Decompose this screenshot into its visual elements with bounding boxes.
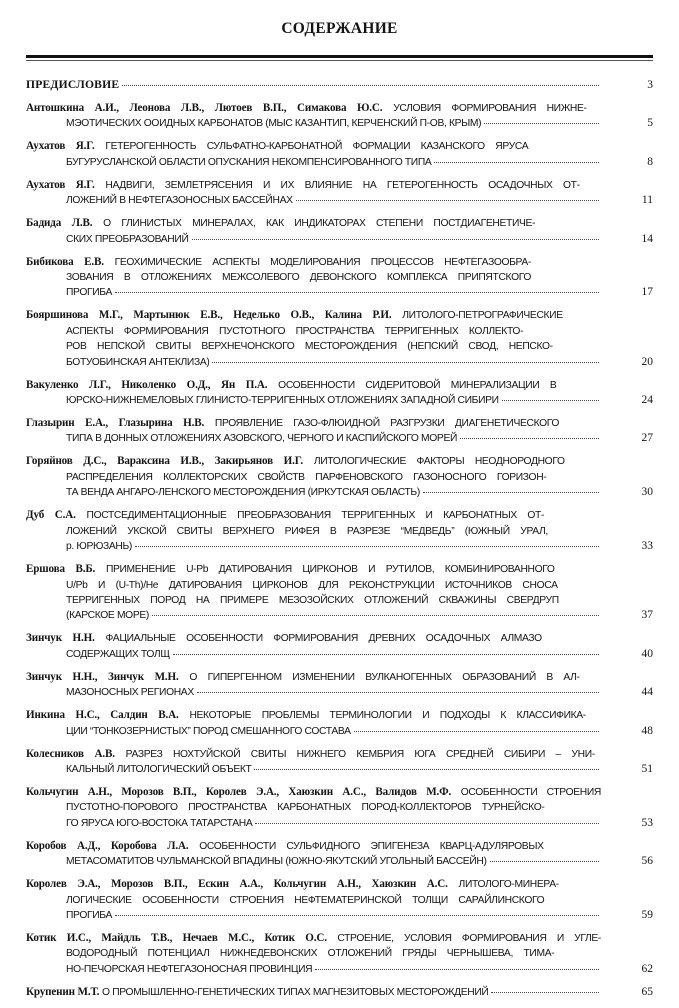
entry-title-line: СТРОЕНИЕ, УСЛОВИЯ ФОРМИРОВАНИЯ И УГЛЕ- [337, 932, 601, 944]
page-number: 5 [647, 117, 653, 130]
entry-title-line: УСЛОВИЯ ФОРМИРОВАНИЯ НИЖНЕ- [393, 103, 587, 114]
toc-entry-line [26, 193, 601, 208]
entry-title-line: НО-ПЕЧОРСКАЯ НЕФТЕГАЗОНОСНАЯ ПРОВИНЦИЯ [66, 963, 313, 975]
toc-entry-line-text [26, 178, 580, 193]
toc-entry-line [26, 785, 601, 800]
toc-entry-line-text [26, 508, 544, 523]
toc-entry-line-text [26, 562, 555, 577]
toc-entry-line-text [66, 908, 112, 923]
entry-title-line: О ГИПЕРГЕННОМ ИЗМЕНЕНИИ ВУЛКАНОГЕННЫХ ОБРАЗОВАНИЙ В АЛ- [189, 671, 580, 683]
toc-entry-line-text [66, 724, 351, 739]
entry-authors: Дуб С.А. [26, 509, 76, 522]
toc-entry-line [26, 608, 601, 623]
entry-title-line: КАЛЬНЫЙ ЛИТОЛОГИЧЕСКИЙ ОБЪЕКТ [66, 763, 252, 775]
toc-entry-line [26, 508, 601, 523]
toc-entry-line [26, 178, 601, 193]
toc-entry[interactable] [26, 454, 653, 500]
header-rule-thin [26, 60, 653, 61]
toc-entry-line-text [66, 524, 548, 539]
entry-title-line: ПРОГИБА [66, 287, 112, 299]
toc-entry-line [26, 378, 601, 393]
entry-title-line: ГЕТЕРОГЕННОСТЬ СУЛЬФАТНО-КАРБОНАТНОЙ ФОРМАЦИИ КАЗАНСКОГО ЯРУСА [105, 141, 529, 153]
entry-title-line: ОСОБЕННОСТИ СТРОЕНИЯ [460, 786, 601, 798]
entry-title-line: U/Pb И (U-Th)/He ДАТИРОВАНИЯ ЦИРКОНОВ ДЛЯ РЕКОНСТРУКЦИИ ИСТОЧНИКОВ СНОСА [66, 579, 558, 591]
page-number: 27 [641, 432, 653, 445]
entry-title-line: ПУСТОТНО-ПОРОВОГО ПРОСТРАНСТВА КАРБОНАТНЫХ ПОРОД-КОЛЛЕКТОРОВ ТУРНЕЙСКО- [66, 802, 545, 814]
dot-leader [354, 730, 599, 732]
entry-title-line: ЛОЖЕНИЙ УКСКОЙ СВИТЫ ВЕРХНЕГО РИФЕЯ В РАЗРЕЗЕ “МЕДВЕДЬ” (ЮЖНЫЙ УРАЛ, [66, 525, 548, 537]
page-number: 56 [641, 855, 653, 868]
toc-entry-line-text [26, 931, 601, 946]
entry-title-line: ЛИТОЛОГО-ПЕТРОГРАФИЧЕСКИЕ [402, 310, 563, 322]
dot-leader [212, 361, 599, 363]
toc-entry-line-text [66, 647, 170, 662]
entry-title-line: ЛОЖЕНИЙ В НЕФТЕГАЗОНОСНЫХ БАССЕЙНАХ [66, 195, 293, 207]
toc-entry-line [26, 285, 601, 300]
entry-title-line: ПРОГИБА [66, 909, 112, 921]
dot-leader [484, 122, 599, 124]
toc-entry-line [26, 431, 601, 446]
entry-title-line: ПРОЯВЛЕНИЕ ГАЗО-ФЛЮИДНОЙ РАЗГРУЗКИ ДИАГЕНЕТИЧЕСКОГО [214, 418, 560, 430]
toc-entry-line [26, 308, 601, 323]
entry-title-line: МЕТАСОМАТИТОВ ЧУЛЬМАНСКОЙ ВПАДИНЫ (ЮЖНО-ЯКУТСКИЙ УГОЛЬНЫЙ БАССЕЙН) [66, 856, 487, 868]
entry-authors: Зинчук Н.Н., Зинчук М.Н. [26, 670, 179, 683]
dot-leader [115, 914, 599, 916]
toc-entry-line-text [26, 308, 563, 323]
toc-entry-line [26, 762, 601, 777]
toc-entry[interactable] [26, 416, 653, 447]
toc-entry-line-text [66, 800, 544, 815]
entry-title-line: ЛИТОЛОГО-МИНЕРА- [458, 879, 559, 891]
page-number: 59 [641, 908, 653, 921]
toc-entry-body [26, 670, 601, 701]
toc-entry[interactable] [26, 785, 653, 831]
entry-authors: Бадида Л.В. [26, 217, 93, 230]
toc-entry-line [26, 908, 601, 923]
entry-title-line: АСПЕКТЫ ФОРМИРОВАНИЯ ПУСТОТНОГО ПРОСТРАНСТВА ТЕРРИГЕННЫХ КОЛЛЕКТО- [66, 325, 524, 337]
toc-entry-line-text [66, 270, 531, 285]
page-number: 51 [641, 762, 653, 775]
toc-entry-line [26, 724, 601, 739]
toc-entry-body [26, 747, 601, 778]
page-number: 33 [641, 540, 653, 553]
toc-entry-line [26, 416, 601, 431]
toc-entry-body [26, 931, 601, 977]
toc-entry-line [26, 747, 601, 762]
toc-entry-body [26, 708, 601, 739]
dot-leader [491, 991, 599, 993]
dot-leader [254, 768, 599, 770]
toc-entry[interactable] [26, 101, 653, 132]
toc-entry-line [26, 685, 601, 700]
entry-title-line: ТЕРРИГЕННЫХ ПОРОД НА ПРИМЕРЕ МЕЗОЗОЙСКИХ ОТЛОЖЕНИЙ СКВАЖИНЫ СВЕРДРУП [66, 594, 559, 606]
dot-leader [192, 238, 600, 240]
toc-entry[interactable] [26, 670, 653, 701]
toc-entry-line-text [26, 101, 587, 116]
page-number: 37 [641, 609, 653, 622]
toc-entry-line-text [66, 393, 499, 408]
toc-entry-line-text [66, 193, 293, 208]
toc-entry-body [26, 416, 601, 447]
toc-entry-body [26, 139, 601, 170]
toc-entry-line-text [26, 77, 119, 93]
entry-title-line: ЗОВАНИЯ В ОТЛОЖЕНИЯХ МЕЖСОЛЕВОГО ДЕВОНСКОГО КОМПЛЕКСА ПРИПЯТСКОГО [66, 272, 532, 284]
toc-entry-line-text [26, 839, 544, 854]
toc-entry-line [26, 931, 601, 946]
page-number: 40 [641, 647, 653, 660]
toc-entry-line [26, 139, 601, 154]
toc-entry-line-text [66, 962, 312, 977]
entry-authors: Бояршинова М.Г., Мартынюк Е.В., Неделько О.В., Калина Р.И. [26, 309, 392, 322]
entry-authors: Аухатов Я.Г. [26, 140, 95, 153]
toc-entry-line [26, 877, 601, 892]
toc-entry-line-text [66, 470, 546, 485]
page-number: 65 [641, 985, 653, 998]
toc-entry[interactable] [26, 378, 653, 409]
toc-entry-body [26, 308, 601, 370]
dot-leader [315, 968, 599, 970]
entry-title-line: ГЕОХИМИЧЕСКИЕ АСПЕКТЫ МОДЕЛИРОВАНИЯ ПРОЦЕССОВ НЕФТЕГАЗООБРА- [114, 256, 531, 268]
toc-entry-line [26, 270, 601, 285]
entry-title-line: РАСПРЕДЕЛЕНИЯ КОЛЛЕКТОРСКИХ СВОЙСТВ ПАРФЕНОВСКОГО ГАЗОНОСНОГО ГОРИЗОН- [66, 471, 547, 483]
toc-entry[interactable] [26, 216, 653, 247]
header-rule-thick [26, 55, 653, 58]
entry-title-line: БУГУРУСЛАНСКОЙ ОБЛАСТИ ОПУСКАНИЯ НЕКОМПЕНСИРОВАННОГО ТИПА [66, 156, 432, 168]
toc-entry-body [26, 562, 601, 624]
toc-entry-line-text [66, 608, 149, 623]
toc-entry-body [26, 631, 601, 662]
toc-entry-body [26, 877, 601, 923]
entry-title-line: РАЗРЕЗ НОХТУЙСКОЙ СВИТЫ НИЖНЕГО КЕМБРИЯ ЮГА СРЕДНЕЙ СИБИРИ – УНИ- [125, 748, 595, 760]
toc-entry-body [26, 378, 601, 409]
toc-entry-line [26, 77, 601, 93]
entry-title-line: БОТУОБИНСКАЯ АНТЕКЛИЗА) [66, 356, 210, 368]
toc-entry-line [26, 946, 601, 961]
entry-authors: Бибикова Е.В. [26, 255, 104, 268]
toc-entry-line [26, 562, 601, 577]
toc-entry[interactable] [26, 139, 653, 170]
dot-leader [460, 437, 599, 439]
toc-entry-body [26, 178, 601, 209]
entry-authors: Крупенин М.Т. [26, 985, 100, 998]
toc-entry[interactable] [26, 985, 653, 1000]
entry-title-line: ОСОБЕННОСТИ СИДЕРИТОВОЙ МИНЕРАЛИЗАЦИИ В [278, 379, 557, 391]
toc-entry[interactable] [26, 308, 653, 370]
toc-entry-line [26, 539, 601, 554]
entry-authors: Коробов А.Д., Коробова Л.А. [26, 839, 189, 852]
page-number: 14 [641, 232, 653, 245]
page-number: 11 [641, 194, 653, 207]
toc-entry[interactable] [26, 255, 653, 301]
toc-entry-line [26, 816, 601, 831]
entry-title-line: ОСОБЕННОСТИ СУЛЬФИДНОГО ЭПИГЕНЕЗА КВАРЦ-АДУЛЯРОВЫХ [199, 840, 544, 852]
page-number: 44 [641, 686, 653, 699]
entry-title-line: НЕКОТОРЫЕ ПРОБЛЕМЫ ТЕРМИНОЛОГИИ И ПОДХОДЫ К КЛАССИФИКА- [189, 710, 586, 722]
entry-authors: Антошкина А.И., Леонова Л.В., Лютоев В.П., Симакова Ю.С. [26, 102, 383, 114]
entry-title-line: О ПРОМЫШЛЕННО-ГЕНЕТИЧЕСКИХ ТИПАХ МАГНЕЗИТОВЫХ МЕСТОРОЖДЕНИЙ [102, 986, 489, 998]
page-number: 62 [641, 962, 653, 975]
entry-title-line: ПРИМЕНЕНИЕ U-Pb ДАТИРОВАНИЯ ЦИРКОНОВ И РУТИЛОВ, КОМБИНИРОВАННОГО [105, 564, 555, 576]
toc-entry-line [26, 708, 601, 723]
page-number: 8 [647, 155, 653, 168]
toc-entry[interactable] [26, 708, 653, 739]
toc-entry[interactable] [26, 877, 653, 923]
entry-authors: Ершова В.Б. [26, 563, 96, 576]
dot-leader [152, 614, 599, 616]
toc-entry-line-text [26, 708, 586, 723]
entry-authors: Вакуленко Л.Г., Николенко О.Д., Ян П.А. [26, 378, 268, 391]
page-number: 24 [641, 394, 653, 407]
toc-entry-line [26, 470, 601, 485]
toc-entry-line [26, 647, 601, 662]
entry-title-line: ПОСТСЕДИМЕНТАЦИОННЫЕ ПРЕОБРАЗОВАНИЯ ТЕРРИГЕННЫХ И КАРБОНАТНЫХ ОТ- [86, 510, 545, 522]
entry-title-line: ГО ЯРУСА ЮГО-ВОСТОКА ТАТАРСТАНА [66, 817, 253, 829]
entry-title-line: (КАРСКОЕ МОРЕ) [66, 610, 149, 622]
table-of-contents [26, 77, 653, 1008]
toc-entry-line [26, 454, 601, 469]
toc-entry-line-text [66, 685, 194, 700]
toc-entry-line-text [66, 285, 112, 300]
entry-authors: Глазырин Е.А., Глазырина Н.В. [26, 417, 205, 430]
dot-leader [115, 291, 599, 293]
toc-entry-line [26, 854, 601, 869]
toc-entry-line-text [66, 324, 523, 339]
toc-entry-line-text [66, 854, 487, 869]
toc-entry[interactable] [26, 508, 653, 554]
toc-section-entry[interactable] [26, 77, 653, 93]
toc-entry-line-text [26, 670, 580, 685]
toc-entry-line [26, 839, 601, 854]
page-number: 17 [641, 286, 653, 299]
toc-entry-line-text [66, 893, 544, 908]
entry-authors: Королев Э.А., Морозов В.П., Ескин А.А., Кольчугин А.Н., Хаюзкин А.С. [26, 878, 448, 891]
toc-entry-line [26, 116, 601, 131]
toc-entry-line-text [26, 747, 595, 762]
page-number: 53 [641, 816, 653, 829]
entry-title-line: НАДВИГИ, ЗЕМЛЕТРЯСЕНИЯ И ИХ ВЛИЯНИЕ НА ГЕТЕРОГЕННОСТЬ ОСАДОЧНЫХ ОТ- [105, 179, 580, 191]
toc-entry-line-text [26, 454, 565, 469]
toc-entry-line [26, 524, 601, 539]
toc-entry-line [26, 962, 601, 977]
entry-title-line: р. ЮРЮЗАНЬ) [66, 541, 132, 553]
toc-entry-line [26, 578, 601, 593]
toc-entry-line [26, 255, 601, 270]
toc-entry-line [26, 893, 601, 908]
toc-entry-body [26, 101, 601, 132]
toc-entry-line [26, 393, 601, 408]
toc-entry[interactable] [26, 839, 653, 870]
toc-entry-line-text [66, 155, 431, 170]
toc-entry-line [26, 631, 601, 646]
toc-entry-body [26, 985, 601, 1000]
toc-entry-line-text [26, 216, 535, 231]
entry-title-line: ВОДОРОДНЫЙ ПОТЕНЦИАЛ НИЖНЕДЕВОНСКИХ ОТЛОЖЕНИЙ ГРЯДЫ ЧЕРНЫШЕВА, ТИМА- [66, 948, 555, 960]
toc-entry-line-text [66, 485, 420, 500]
section-title: ПРЕДИСЛОВИЕ [26, 78, 120, 91]
dot-leader [122, 84, 599, 86]
toc-entry-line-text [66, 431, 457, 446]
toc-entry-line [26, 324, 601, 339]
page-number: 20 [641, 355, 653, 368]
page-title: СОДЕРЖАНИЕ [281, 20, 398, 37]
toc-entry-line [26, 339, 601, 354]
toc-entry[interactable] [26, 562, 653, 624]
page-number: 30 [641, 486, 653, 499]
dot-leader [135, 545, 599, 547]
toc-entry-line [26, 985, 601, 1000]
toc-entry-body [26, 508, 601, 554]
toc-entry-line-text [26, 785, 601, 800]
dot-leader [490, 860, 599, 862]
entry-title-line: ТА ВЕНДА АНГАРО-ЛЕНСКОГО МЕСТОРОЖДЕНИЯ (ИРКУТСКАЯ ОБЛАСТЬ) [66, 487, 420, 499]
dot-leader [197, 691, 599, 693]
dot-leader [296, 199, 599, 201]
toc-entry-line-text [26, 877, 559, 892]
entry-authors: Горяйнов Д.С., Вараксина И.В., Закирьянов И.Г. [26, 455, 304, 468]
dot-leader [173, 653, 599, 655]
entry-title-line: МЭОТИЧЕСКИХ ООИДНЫХ КАРБОНАТОВ (МЫС КАЗАНТИП, КЕРЧЕНСКИЙ П-ОВ, КРЫМ) [66, 118, 482, 130]
entry-authors: Колесников А.В. [26, 747, 115, 760]
toc-entry-line-text [26, 378, 556, 393]
entry-authors: Аухатов Я.Г. [26, 178, 95, 191]
toc-entry-line [26, 670, 601, 685]
toc-entry-line-text [66, 762, 251, 777]
toc-entry-line [26, 232, 601, 247]
dot-leader [502, 399, 599, 401]
toc-entry-body [26, 785, 601, 831]
page-number: 48 [641, 724, 653, 737]
dot-leader [255, 822, 599, 824]
entry-authors: Зинчук Н.Н. [26, 632, 95, 645]
toc-entry-body [26, 454, 601, 500]
dot-leader [434, 161, 599, 163]
toc-entry-line-text [26, 416, 559, 431]
entry-title-line: ЛИТОЛОГИЧЕСКИЕ ФАКТОРЫ НЕОДНОРОДНОГО [313, 456, 565, 468]
entry-title-line: ЮРСКО-НИЖНЕМЕЛОВЫХ ГЛИНИСТО-ТЕРРИГЕННЫХ ОТЛОЖЕНИЯХ ЗАПАДНОЙ СИБИРИ [66, 395, 499, 407]
entry-title-line: ТИПА В ДОННЫХ ОТЛОЖЕНИЯХ АЗОВСКОГО, ЧЕРНОГО И КАСПИЙСКОГО МОРЕЙ [66, 433, 458, 445]
toc-entry-line-text [26, 631, 542, 646]
toc-entry[interactable] [26, 631, 653, 662]
dot-leader [423, 491, 599, 493]
toc-entry-line-text [66, 593, 559, 608]
toc-entry-line-text [66, 578, 558, 593]
toc-entry-body [26, 839, 601, 870]
toc-entry-line-text [66, 232, 189, 247]
toc-entry-line [26, 101, 601, 116]
toc-entry-line [26, 216, 601, 231]
entry-title-line: ЦИИ “ТОНКОЗЕРНИСТЫХ” ПОРОД СМЕШАННОГО СОСТАВА [66, 725, 351, 737]
toc-entry[interactable] [26, 178, 653, 209]
toc-entry[interactable] [26, 747, 653, 778]
toc-entry-body [26, 77, 601, 93]
toc-entry-line-text [26, 139, 528, 154]
toc-entry-line-text [66, 355, 209, 370]
entry-title-line: СОДЕРЖАЩИХ ТОЛЩ [66, 648, 170, 660]
entry-title-line: О ГЛИНИСТЫХ МИНЕРАЛАХ, КАК ИНДИКАТОРАХ СТЕПЕНИ ПОСТДИАГЕНЕТИЧЕ- [103, 218, 536, 230]
toc-entry-line-text [66, 816, 252, 831]
entry-authors: Кольчугин А.Н., Морозов В.П., Королев Э.А., Хаюзкин А.С., Валидов М.Ф. [26, 785, 452, 798]
toc-entry-body [26, 255, 601, 301]
toc-entry-line-text [26, 985, 488, 1000]
toc-entry-line [26, 593, 601, 608]
page-number: 3 [647, 79, 653, 91]
toc-entry-line [26, 485, 601, 500]
toc-entry-line-text [66, 539, 132, 554]
entry-title-line: РОВ НЕПСКОЙ СВИТЫ ВЕРХНЕЧОНСКОГО МЕСТОРОЖДЕНИЯ (НЕПСКИЙ СВОД, НЕПСКО- [66, 341, 553, 353]
toc-entry-line [26, 355, 601, 370]
toc-entry-line-text [66, 339, 553, 354]
entry-authors: Инкина Н.С., Салдин В.А. [26, 709, 179, 722]
entry-title-line: МАЗОНОСНЫХ РЕГИОНАХ [66, 687, 194, 699]
toc-entry[interactable] [26, 931, 653, 977]
toc-entry-line-text [26, 255, 531, 270]
entry-authors: Котик И.С., Майдль Т.В., Нечаев М.С., Котик О.С. [26, 931, 327, 944]
entry-title-line: СКИХ ПРЕОБРАЗОВАНИЙ [66, 233, 189, 245]
toc-entry-line-text [66, 116, 481, 131]
entry-title-line: ФАЦИАЛЬНЫЕ ОСОБЕННОСТИ ФОРМИРОВАНИЯ ДРЕВНИХ ОСАДОЧНЫХ АЛМАЗО [105, 633, 542, 645]
toc-entry-line [26, 800, 601, 815]
toc-entry-line-text [66, 946, 554, 961]
toc-entry-line [26, 155, 601, 170]
entry-title-line: ЛОГИЧЕСКИЕ ОСОБЕННОСТИ СТРОЕНИЯ НЕФТЕМАТЕРИНСКОЙ ТОЛЩИ САРАЙЛИНСКОГО [66, 894, 545, 906]
toc-entry-body [26, 216, 601, 247]
